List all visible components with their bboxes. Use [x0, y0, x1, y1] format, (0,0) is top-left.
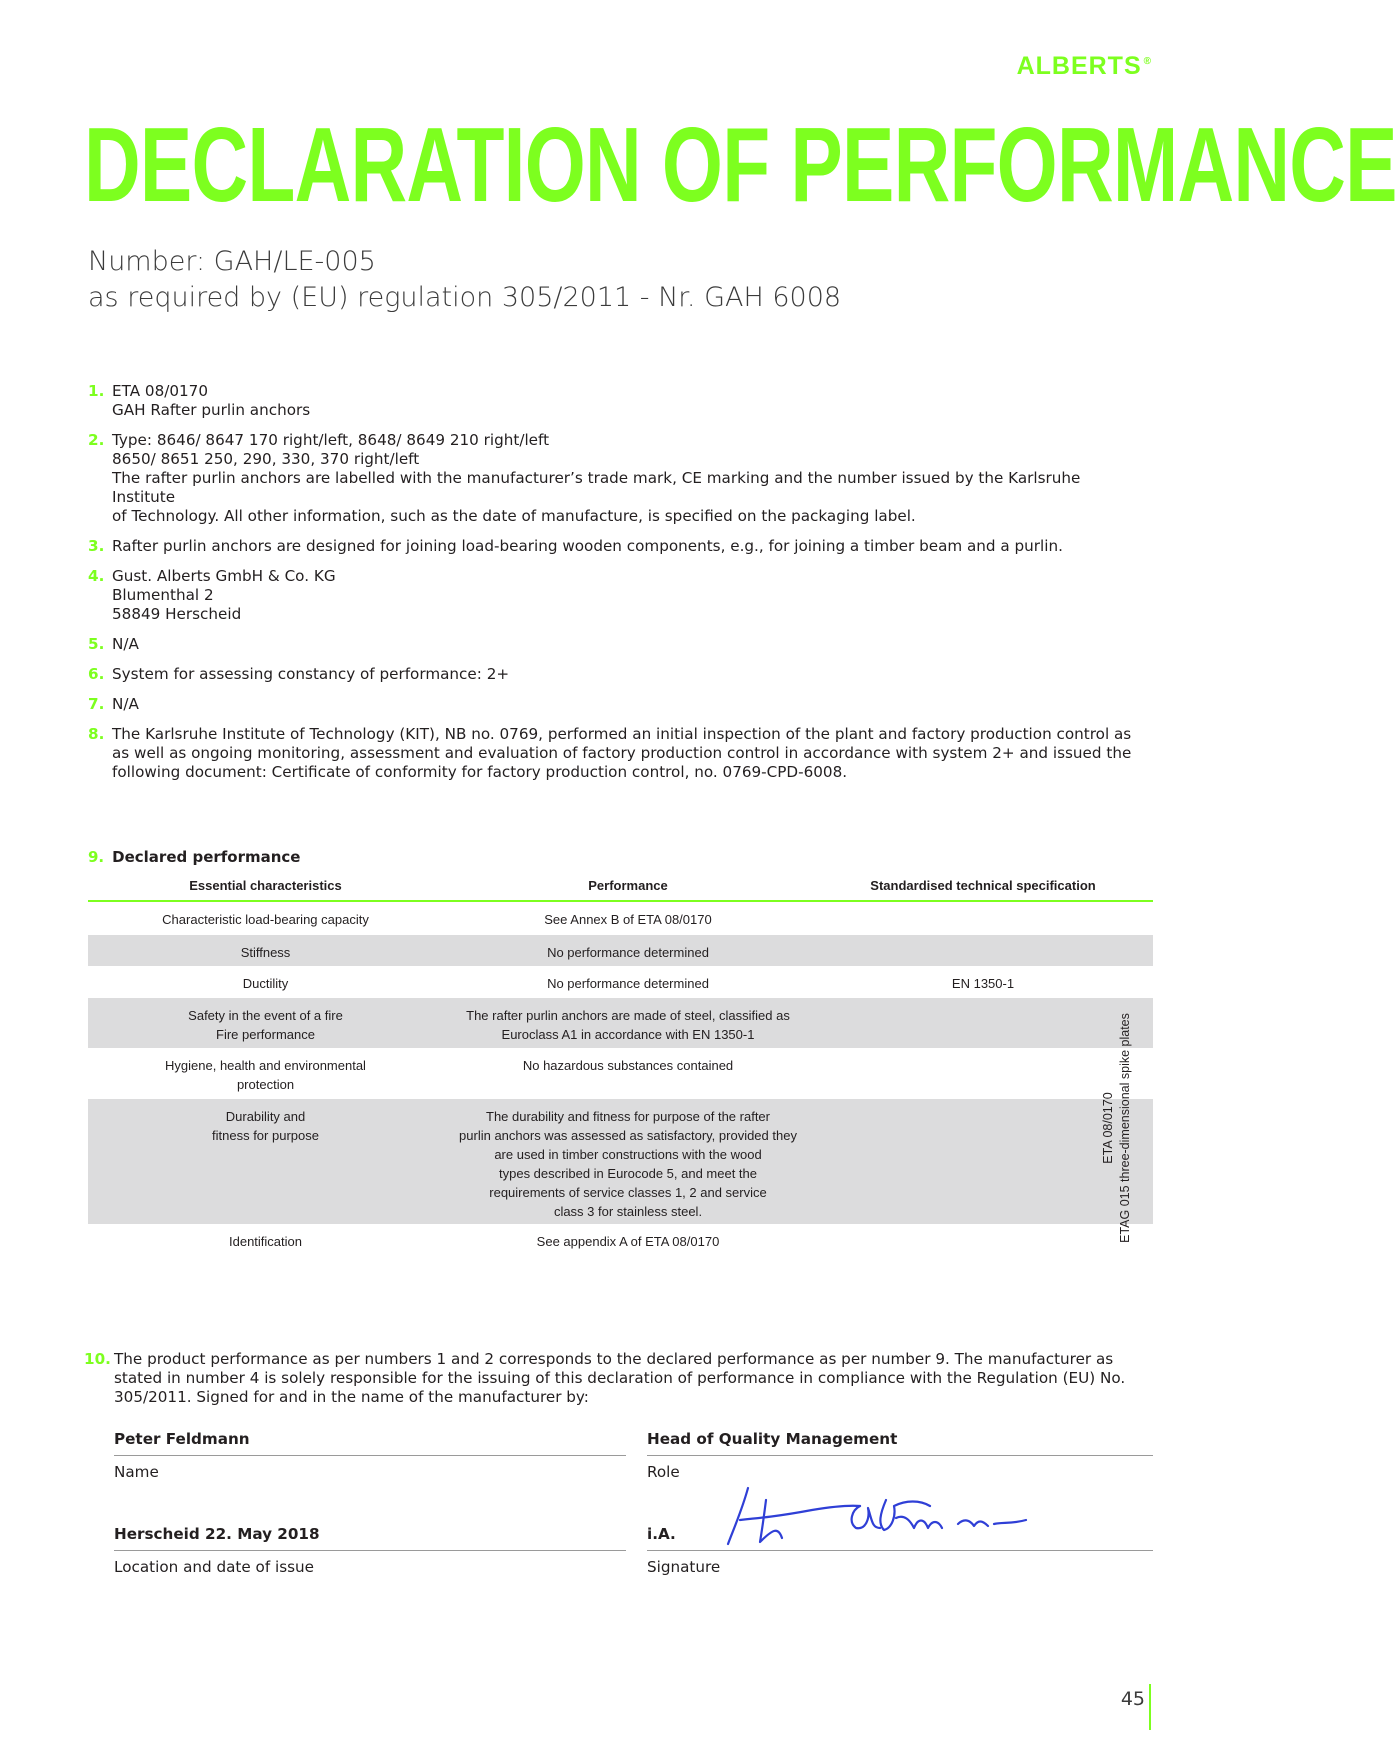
table-row: Durability and fitness for purpose The durability and fitness for purpose of the rafter purlin anchors was assessed as satisfactory, provided they are used in timber constructions with the wood types described in Eurocode 5, and meet the requirements of service classes 1, 2 and service class 3 for stainless steel. [88, 1099, 1153, 1224]
document-number: Number: GAH/LE-005 [88, 246, 376, 277]
item-3: 3. Rafter purlin anchors are designed for joining load-bearing wooden components, e.g., for joining a timber beam and a purlin. [88, 537, 1063, 555]
signature-label: Signature [647, 1558, 721, 1576]
section-10: 10. The product performance as per numbers 1 and 2 corresponds to the declared performance as per number 9. The manufacturer as stated in number 4 is solely responsible for the issuing of this declaration of performance in compliance with the Regulation (EU) No. 305/2011. Signed for and in the name of the manufacturer by: [84, 1350, 1126, 1406]
table-row: Safety in the event of a fire Fire performance The rafter purlin anchors are made of steel, classified as Euroclass A1 in accordance with EN 1350-1 [88, 998, 1153, 1048]
item-4: 4. Gust. Alberts GmbH & Co. KG Blumenthal 2 58849 Herscheid [88, 567, 336, 623]
role-label: Role [647, 1463, 680, 1481]
place-date-label: Location and date of issue [114, 1558, 315, 1576]
brand-logo: ALBERTS ® [1016, 52, 1152, 80]
performance-table [88, 870, 1153, 1256]
page-title: DECLARATION OF PERFORMANCE [84, 106, 1397, 224]
header-essential-characteristics: Essential characteristics [189, 877, 342, 893]
page-number-bar [1149, 1684, 1151, 1730]
header-performance: Performance [588, 877, 668, 893]
signature-prefix: i.A. [647, 1525, 676, 1543]
rotated-specification: ETA 08/0170 ETAG 015 three-dimensional spike plates [1101, 1013, 1132, 1243]
table-row: Hygiene, health and environmental protection No hazardous substances contained [165, 1058, 734, 1092]
handwritten-signature [720, 1470, 1040, 1550]
declaration-items [88, 382, 1148, 793]
document-subtitle [88, 244, 841, 316]
item-5: 5. N/A [88, 635, 139, 653]
item-2: 2. Type: 8646/ 8647 170 right/left, 8648/ 8649 210 right/left 8650/ 8651 250, 290, 330, 370 right/left The rafter purlin anchors are labelled with the manufacturer’s trade mark, CE marking and the number issued by the Karlsruhe Institute of Technology. All other information, such as the date of manufacture, is specified on the packaging label. [88, 431, 1081, 525]
signatory-role: Head of Quality Management [647, 1430, 898, 1448]
regulation-reference: as required by (EU) regulation 305/2011 - Nr. GAH 6008 [88, 282, 842, 313]
table-row: Characteristic load-bearing capacity See Annex B of ETA 08/0170 [162, 912, 712, 927]
page-number: 45 [1120, 1688, 1145, 1710]
table-row: Identification See appendix A of ETA 08/0170 [229, 1234, 720, 1249]
item-8: 8. The Karlsruhe Institute of Technology (KIT), NB no. 0769, performed an initial inspection of the plant and factory production control as as well as ongoing monitoring, assessment and evaluation of factory production control in accordance with system 2+ and issued the following document: Certificate of conformity for factory production control, no. 0769-CPD-6008. [88, 725, 1132, 781]
item-6: 6. System for assessing constancy of performance: 2+ [88, 665, 510, 683]
table-row: Ductility No performance determined EN 1350-1 [242, 976, 1015, 991]
header-technical-specification: Standardised technical specification [870, 877, 1096, 893]
signatory-name: Peter Feldmann [114, 1430, 250, 1448]
name-label: Name [114, 1463, 159, 1481]
table-row: Stiffness No performance determined [88, 935, 1153, 966]
table-header [88, 870, 1153, 902]
item-1: 1. ETA 08/0170 GAH Rafter purlin anchors [88, 382, 311, 419]
place-date: Herscheid 22. May 2018 [114, 1525, 320, 1543]
item-7: 7. N/A [88, 695, 139, 713]
section-9-heading: 9. Declared performance [88, 848, 301, 866]
